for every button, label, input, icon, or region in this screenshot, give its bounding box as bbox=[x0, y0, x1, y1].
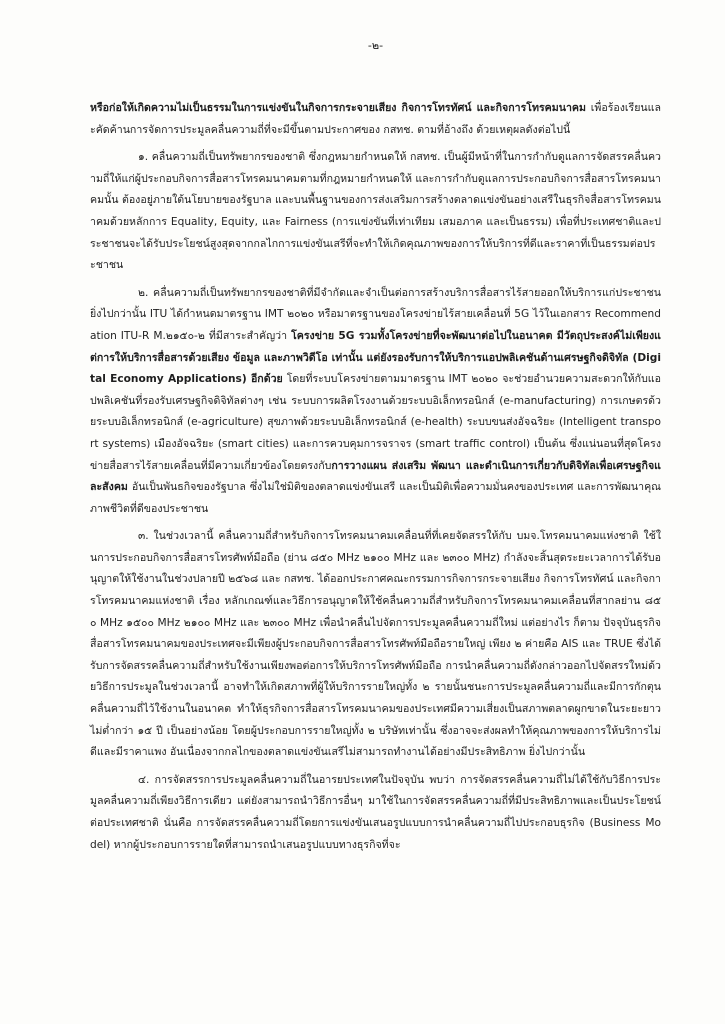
paragraph-2-text-c: โดยที่ระบบโครงข่ายตามมาตรฐาน IMT ๒๐๒๐ จะช่วยอำนวยความสะดวกให้กับแอปพลิเคชันที่รองรับเศรษฐกิจดิจิทัลต่างๆ เช่น ระบบการผลิตโรงงานด้วยระบบอิเล็กทรอนิกส์ (e-manufacturing) การเกษตรด้วยระบบอิเล็กทรอนิกส์ (e-agriculture) สุขภาพด้วยระบบอิเล็กทรอนิกส์ (e-health) ระบบขนส่งอัจฉริยะ (Intelligent transport systems) เมืองอัจฉริยะ (smart cities) และการควบคุมการจราจร (smart traffic control) เป็นต้น ซึ่งแน่นอนที่สุดโครงข่ายสื่อสารไร้สายเคลื่อนที่มีความเกี่ยวข้องโดยตรงกับ bbox=[90, 373, 661, 472]
paragraph-2-text-a: ๒. คลื่นความถี่เป็นทรัพยากรของชาติที่มีจำกัดและจำเป็นต่อการสร้างบริการสื่อสารไร้สายออกให้บริการแก่ประชาชน ยิ่งไปกว่านั้น ITU ได้กำหนดมาตรฐาน IMT ๒๐๒๐ หรือมาตรฐานของโครงข่ายไร้สายเคลื่อนที่ 5G ไว้ในเอกสาร Recommendation ITU-R M.๒๑๕๐-๒ ที่มีสาระสำคัญว่า bbox=[90, 286, 661, 342]
paragraph-3: ๓. ในช่วงเวลานี้ คลื่นความถี่สำหรับกิจการโทรคมนาคมเคลื่อนที่ที่เคยจัดสรรให้กับ บมจ.โทรคมนาคมแห่งชาติ ใช้ในการประกอบกิจการสื่อสารโทรศัพท์มือถือ (ย่าน ๘๕๐ MHz ๒๑๐๐ MHz และ ๒๓๐๐ MHz) กำลังจะสิ้นสุดระยะเวลาการได้รับอนุญาตให้ใช้งานในช่วงปลายปี ๒๕๖๘ และ กสทช. ได้ออกประกาศคณะกรรมการกิจการกระจายเสียง กิจการโทรทัศน์ และกิจการโทรคมนาคมแห่งชาติ เรื่อง หลักเกณฑ์และวิธีการอนุญาตให้ใช้คลื่นความถี่สำหรับกิจการโทรคมนาคมเคลื่อนที่สากลย่าน ๘๕๐ MHz ๑๕๐๐ MHz ๒๑๐๐ MHz และ ๒๓๐๐ MHz เพื่อนำคลื่นไปจัดการประมูลคลื่นความถี่ใหม่ แต่อย่างไร ก็ตาม ปัจจุบันธุรกิจสื่อสารโทรคมนาคมของประเทศจะมีเพียงผู้ประกอบกิจการสื่อสารโทรศัพท์มือถือรายใหญ่ เพียง ๒ ค่ายคือ AIS และ TRUE ซึ่งได้รับการจัดสรรคลื่นความถี่สำหรับใช้งานเพียงพอต่อการให้บริการโทรศัพท์มือถือ การนำคลื่นความถี่ดังกล่าวออกไปจัดสรรใหม่ด้วยวิธีการประมูลในช่วงเวลานี้ อาจทำให้เกิดสภาพที่ผู้ให้บริการรายใหญ่ทั้ง ๒ รายนั้นชนะการประมูลคลื่นความถี่และมีการกักตุนคลื่นความถี่ไว้ใช้งานในอนาคต ทำให้ธุรกิจการสื่อสารโทรคมนาคมของประเทศมีความเสี่ยงเป็นสภาพตลาดผูกขาดในระยะยาวไม่ต่ำกว่า ๑๕ ปี เป็นอย่างน้อย โดยผู้ประกอบการรายใหญ่ทั้ง ๒ บริษัทเท่านั้น ซึ่งอาจจะส่งผลทำให้คุณภาพของการให้บริการไม่ดีและมีราคาแพง อันเนื่องจากกลไกของตลาดแข่งขันเสรีไม่สามารถทำงานได้อย่างมีประสิทธิภาพ ยิ่งไปกว่านั้น bbox=[90, 530, 661, 759]
paragraph-2-bold-b: โครงข่าย 5G รวมทั้งโครงข่ายที่จะพัฒนาต่อไปในอนาคต มีวัตถุประสงค์ไม่เพียงแต่การให้บริการสื่อสารด้วยเสียง ข้อมูล และภาพวิดีโอ เท่านั้น แต่ยังรองรับการให้บริการแอปพลิเคชันด้านเศรษฐกิจดิจิทัล (Digital Economy Applications) อีกด้วย bbox=[90, 329, 662, 386]
page-number: -๒- bbox=[367, 39, 384, 52]
intro-paragraph bbox=[90, 98, 661, 141]
paragraph-4: ๔. การจัดสรรการประมูลคลื่นความถี่ในอารยประเทศในปัจจุบัน พบว่า การจัดสรรคลื่นความถี่ไม่ได้ใช้กับวิธีการประมูลคลื่นความถี่เพียงวิธีการเดียว แต่ยังสามารถนำวิธีการอื่นๆ มาใช้ในการจัดสรรคลื่นความถี่ที่มีประสิทธิภาพและเป็นประโยชน์ต่อประเทศชาติ นั่นคือ การจัดสรรคลื่นความถี่โดยการแข่งขันเสนอรูปแบบการนำคลื่นความถี่ไปประกอบธุรกิจ (Business Model) หากผู้ประกอบการรายใดที่สามารถนำเสนอรูปแบบทางธุรกิจที่จะ bbox=[90, 773, 661, 851]
intro-text: เพื่อร้องเรียนและคัดค้านการจัดการประมูลคลื่นความถี่ที่จะมีขึ้นตามประกาศของ กสทช. ตามที่อ้างถึง ด้วยเหตุผลดังต่อไปนี้ bbox=[90, 102, 661, 136]
paragraph-2-text-e: อันเป็นพันธกิจของรัฐบาล ซึ่งไม่ใช่มิติของตลาดแข่งขันเสรี และเป็นมิติเพื่อความมั่นคงของประเทศ และการพัฒนาคุณภาพชีวิตที่ดีของประชาชน bbox=[90, 481, 661, 515]
paragraph-2 bbox=[90, 283, 661, 521]
paragraph-1: ๑. คลื่นความถี่เป็นทรัพยากรของชาติ ซึ่งกฎหมายกำหนดให้ กสทช. เป็นผู้มีหน้าที่ในการกำกับดูแลการจัดสรรคลื่นความถี่ให้แก่ผู้ประกอบกิจการสื่อสารโทรคมนาคมตามที่กฎหมายกำหนดให้ และการกำกับดูแลการประกอบกิจการสื่อสารโทรคมนาคมนั้น ต้องอยู่ภายใต้นโยบายของรัฐบาล และบนพื้นฐานของการส่งเสริมการสร้างตลาดแข่งขันอย่างเสรีในธุรกิจสื่อสารโทรคมนาคมด้วยหลักการ Equality, Equity, และ Fairness (การแข่งขันที่เท่าเทียม เสมอภาค และเป็นธรรม) เพื่อที่ประเทศชาติและประชาชนจะได้รับประโยชน์สูงสุดจากกลไกการแข่งขันเสรีที่จะทำให้เกิดคุณภาพของการให้บริการที่ดีและราคาที่เป็นธรรมต่อประชาชน bbox=[90, 151, 661, 272]
intro-bold-text: หรือก่อให้เกิดความไม่เป็นธรรมในการแข่งขันในกิจการกระจายเสียง กิจการโทรทัศน์ และกิจการโทรคมนาคม bbox=[90, 102, 586, 114]
paragraph-2-bold-d: การวางแผน ส่งเสริม พัฒนา และดำเนินการเกี่ยวกับดิจิทัลเพื่อเศรษฐกิจและสังคม bbox=[90, 459, 661, 494]
